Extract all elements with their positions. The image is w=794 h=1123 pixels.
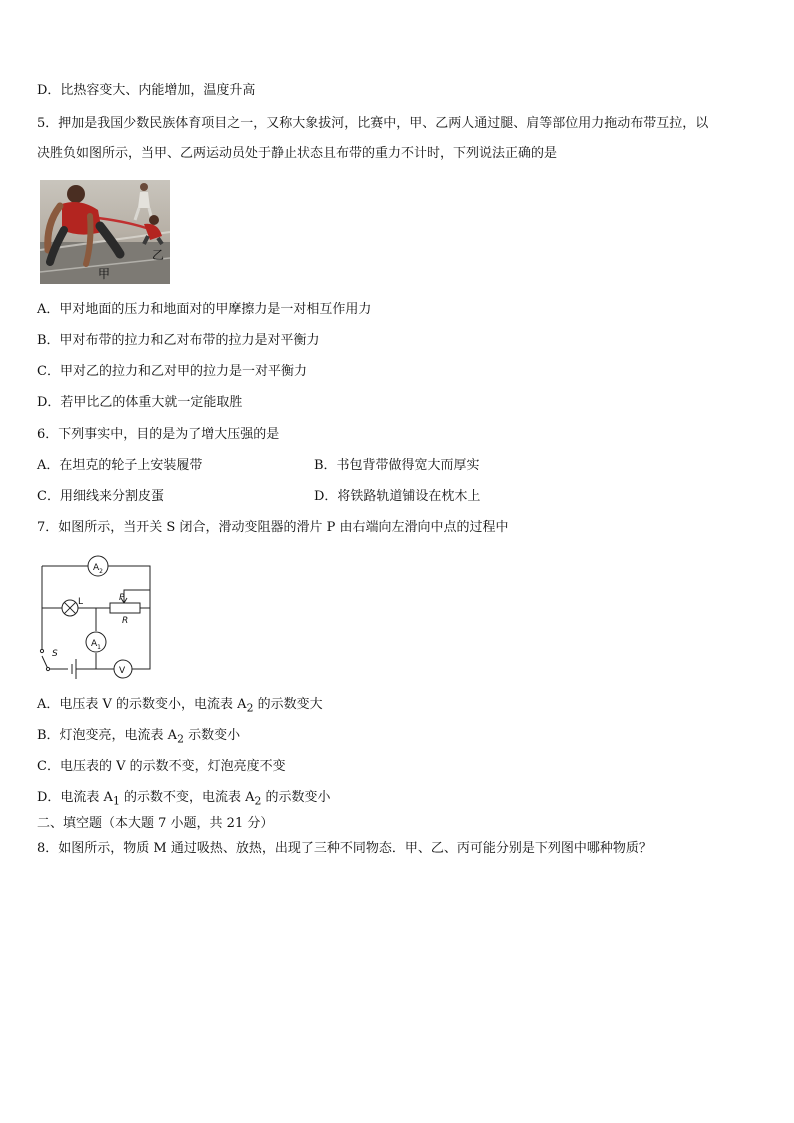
rheostat-icon xyxy=(110,603,140,613)
voltmeter-label: V xyxy=(119,666,126,676)
slider-label: P xyxy=(119,593,125,603)
ammeter-a1-letter: A xyxy=(91,639,98,649)
section-heading: 二、填空题（本大题 7 小题，共 21 分） xyxy=(37,816,274,831)
q7-option-c: C．电压表的 V 的示数不变，灯泡亮度不变 xyxy=(37,759,286,774)
q6-option-d: D．将铁路轨道铺设在枕木上 xyxy=(314,489,481,504)
circuit-diagram xyxy=(36,553,154,679)
q7-option-b: B．灯泡变亮，电流表 $A_2$ 示数变小 xyxy=(37,728,241,746)
q5-stem-line1: 5．押加是我国少数民族体育项目之一，又称大象拔河，比赛中，甲、乙两人通过腿、肩等部位用力拖动布带互拉，以 xyxy=(37,116,709,131)
lamp-label: L xyxy=(78,597,84,607)
switch-label: S xyxy=(52,649,58,659)
resistor-label: R xyxy=(122,616,129,626)
q5-option-c: C．甲对乙的拉力和乙对甲的拉力是一对平衡力 xyxy=(37,364,307,379)
tug-of-war-photo xyxy=(40,180,170,284)
q7-option-d: D．电流表 $A_1$ 的示数不变，电流表 $A_2$ 的示数变小 xyxy=(37,790,331,808)
ammeter-a2-letter: A xyxy=(93,563,100,573)
q5-option-b: B．甲对布带的拉力和乙对布带的拉力是对平衡力 xyxy=(37,333,320,348)
q7-option-a: A．电压表 V 的示数变小，电流表 $A_2$ 的示数变大 xyxy=(37,697,323,715)
ammeter-a1-sub: 1 xyxy=(97,644,101,651)
q6-option-c: C．用细线来分割皮蛋 xyxy=(37,489,164,504)
q4-option-d: D．比热容变大、内能增加，温度升高 xyxy=(37,83,256,98)
q5-option-a: A．甲对地面的压力和地面对的甲摩擦力是一对相互作用力 xyxy=(37,302,372,317)
photo-label-yi: 乙 xyxy=(152,248,165,262)
q7-stem: 7．如图所示，当开关 S 闭合，滑动变阻器的滑片 P 由右端向左滑向中点的过程中 xyxy=(37,520,509,535)
photo-label-jia: 甲 xyxy=(98,267,111,281)
q6-option-a: A．在坦克的轮子上安装履带 xyxy=(37,458,203,473)
q5-stem-line2: 决胜负如图所示，当甲、乙两运动员处于静止状态且布带的重力不计时，下列说法正确的是 xyxy=(37,146,558,161)
q6-option-b: B．书包背带做得宽大而厚实 xyxy=(314,458,480,473)
switch-icon xyxy=(40,649,43,652)
q6-stem: 6．下列事实中，目的是为了增大压强的是 xyxy=(37,427,280,442)
ammeter-a2-sub: 2 xyxy=(99,568,103,575)
q5-option-d: D．若甲比乙的体重大就一定能取胜 xyxy=(37,395,243,410)
q8-stem: 8．如图所示，物质 M 通过吸热、放热，出现了三种不同物态．甲、乙、丙可能分别是下列图中哪种物质？ xyxy=(37,841,652,856)
